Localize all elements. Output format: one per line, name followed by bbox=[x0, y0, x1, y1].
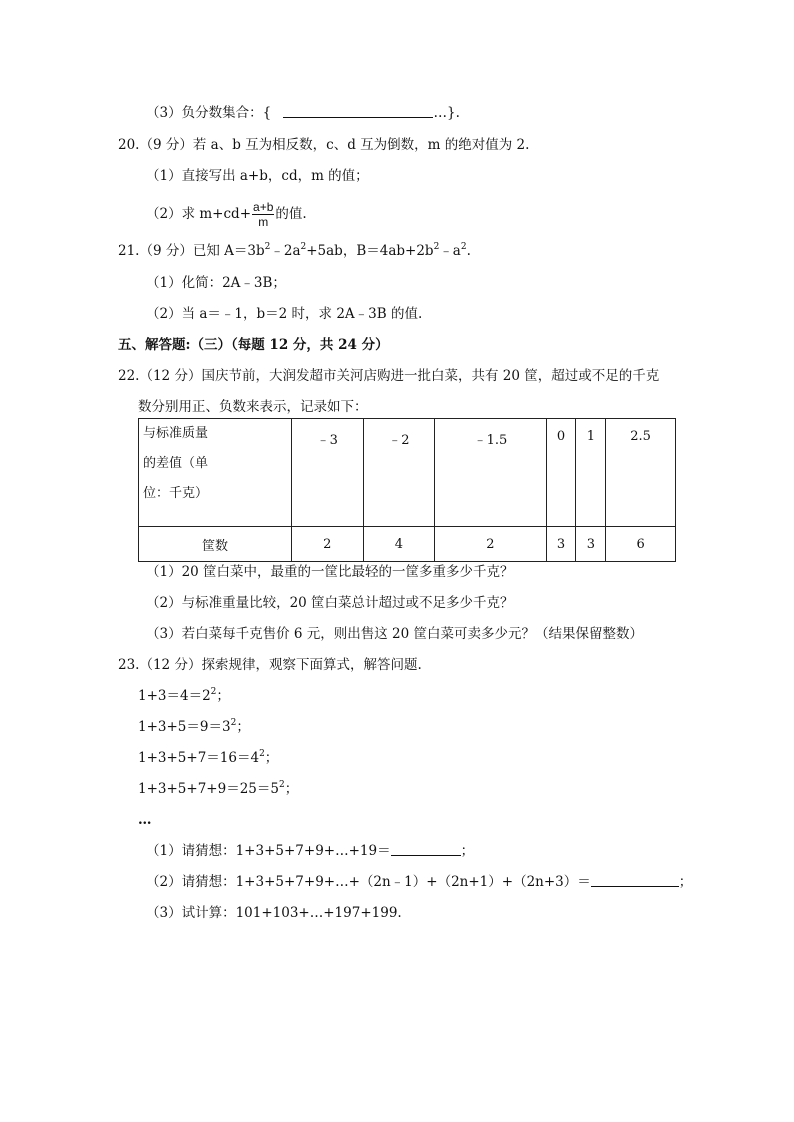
equation-line bbox=[138, 749, 278, 767]
table-cell: ﹣2 bbox=[363, 419, 435, 527]
table-cell: 3 bbox=[546, 527, 576, 562]
table-cell: ﹣3 bbox=[292, 419, 364, 527]
equation-text: 1+3+5+7＝16＝4 bbox=[138, 750, 260, 766]
fraction-numerator: a+b bbox=[253, 200, 274, 214]
q21-stem-d: ﹣a bbox=[439, 243, 461, 259]
table-cell: 2 bbox=[292, 527, 364, 562]
exponent: 2 bbox=[278, 780, 285, 790]
exponent: 2 bbox=[230, 718, 237, 728]
equation-line bbox=[138, 718, 250, 736]
equation-text: 1+3＝4＝2 bbox=[138, 688, 211, 704]
header-line: 位：千克） bbox=[143, 486, 209, 501]
q23-part3: （3）试计算：101+103+…+197+199. bbox=[146, 905, 402, 921]
q23-part2-end: ； bbox=[678, 874, 693, 890]
answer-blank[interactable] bbox=[283, 104, 433, 118]
q21-part2: （2）当 a＝﹣1，b＝2 时，求 2A﹣3B 的值. bbox=[146, 306, 423, 322]
table-cell: 3 bbox=[576, 527, 606, 562]
fraction-denominator: m bbox=[258, 215, 269, 229]
equation-line bbox=[138, 780, 298, 798]
q23-part1 bbox=[146, 842, 474, 860]
q21-stem: 21.（9 分）已知 $A=3b^2﹣2a^2+5ab$，$B=4ab+2b^2﹣a^2$. bbox=[118, 242, 471, 259]
header-line: 的差值（单 bbox=[143, 456, 209, 471]
q19-part3 bbox=[146, 104, 460, 122]
answer-blank[interactable] bbox=[391, 842, 461, 856]
q20-part2-suffix: 的值. bbox=[275, 206, 307, 222]
table-cell: 6 bbox=[606, 527, 676, 562]
table-row bbox=[139, 419, 676, 527]
q20-number: 20. bbox=[118, 137, 140, 153]
q20-stem bbox=[118, 136, 529, 154]
fraction bbox=[252, 200, 274, 229]
q21-stem-c: +5ab，B＝4ab+2b bbox=[306, 243, 434, 259]
semicolon: ； bbox=[216, 688, 230, 704]
q22-part2: （2）与标准重量比较，20 筐白菜总计超过或不足多少千克？ bbox=[146, 595, 514, 611]
record-table bbox=[138, 418, 676, 562]
ellipsis: … bbox=[138, 812, 152, 828]
q21-stem-end: . bbox=[466, 243, 471, 259]
section-title: 五、解答题:（三）（每题 12 分，共 24 分） bbox=[118, 337, 389, 353]
table-cell: 4 bbox=[363, 527, 435, 562]
table-cell: 1 bbox=[576, 419, 606, 527]
q20-part1: （1）直接写出 a+b，cd，m 的值； bbox=[146, 168, 369, 184]
table-cell: 2 bbox=[435, 527, 546, 562]
exponent: 2 bbox=[259, 749, 265, 759]
equation-line bbox=[138, 687, 230, 705]
q23-part1-text: （1）请猜想：1+3+5+7+9+…+19＝ bbox=[146, 843, 391, 859]
header-line: 与标准质量 bbox=[143, 426, 209, 441]
table-row bbox=[139, 527, 676, 562]
answer-blank[interactable] bbox=[591, 873, 679, 887]
equation-text: 1+3+5+7+9＝25＝5 bbox=[138, 781, 279, 797]
table-header-count: 筐数 bbox=[139, 527, 292, 562]
exponent: 2 bbox=[210, 687, 217, 697]
table-cell: 2.5 bbox=[606, 419, 676, 527]
semicolon: ； bbox=[236, 719, 250, 735]
q19-part3-end: …}. bbox=[433, 105, 460, 121]
q20-part2 bbox=[146, 198, 307, 230]
table-cell: 0 bbox=[546, 419, 576, 527]
q19-part3-label: （3）负分数集合：{ bbox=[146, 105, 272, 121]
q23-part1-end: ； bbox=[460, 843, 475, 859]
q21-stem-b: ﹣2a bbox=[270, 243, 301, 259]
q21-stem-a: 21.（9 分）已知 A＝3b bbox=[118, 243, 265, 259]
semicolon: ； bbox=[284, 781, 299, 797]
q23-part2-text: （2）请猜想：1+3+5+7+9+…+（2n﹣1）+（2n+1）+（2n+3）＝ bbox=[146, 874, 591, 890]
equation-text: 1+3+5＝9＝3 bbox=[138, 719, 231, 735]
q21-part1: （1）化简：2A﹣3B； bbox=[146, 275, 286, 291]
table-cell: ﹣1.5 bbox=[435, 419, 546, 527]
q23-part2 bbox=[146, 873, 692, 891]
q23-stem: 23.（12 分）探索规律，观察下面算式，解答问题. bbox=[118, 657, 422, 673]
q20-text: a、b 互为相反数，c、d 互为倒数，m 的绝对值为 2. bbox=[210, 137, 530, 153]
q22-part1: （1）20 筐白菜中，最重的一筐比最轻的一筐多重多少千克？ bbox=[146, 564, 514, 580]
semicolon: ； bbox=[264, 750, 279, 766]
table-header-diff bbox=[139, 419, 292, 527]
q20-score: （9 分）若 bbox=[139, 137, 211, 153]
q20-part2-prefix: （2）求 m+cd+ bbox=[146, 206, 252, 222]
q22-stem-line2: 数分别用正、负数来表示，记录如下： bbox=[138, 399, 368, 415]
q22-stem-line1: 22.（12 分）国庆节前，大润发超市关河店购进一批白菜，共有 20 筐，超过或不足的千克 bbox=[118, 368, 660, 384]
q22-part3: （3）若白菜每千克售价 6 元，则出售这 20 筐白菜可卖多少元？（结果保留整数） bbox=[146, 626, 644, 642]
